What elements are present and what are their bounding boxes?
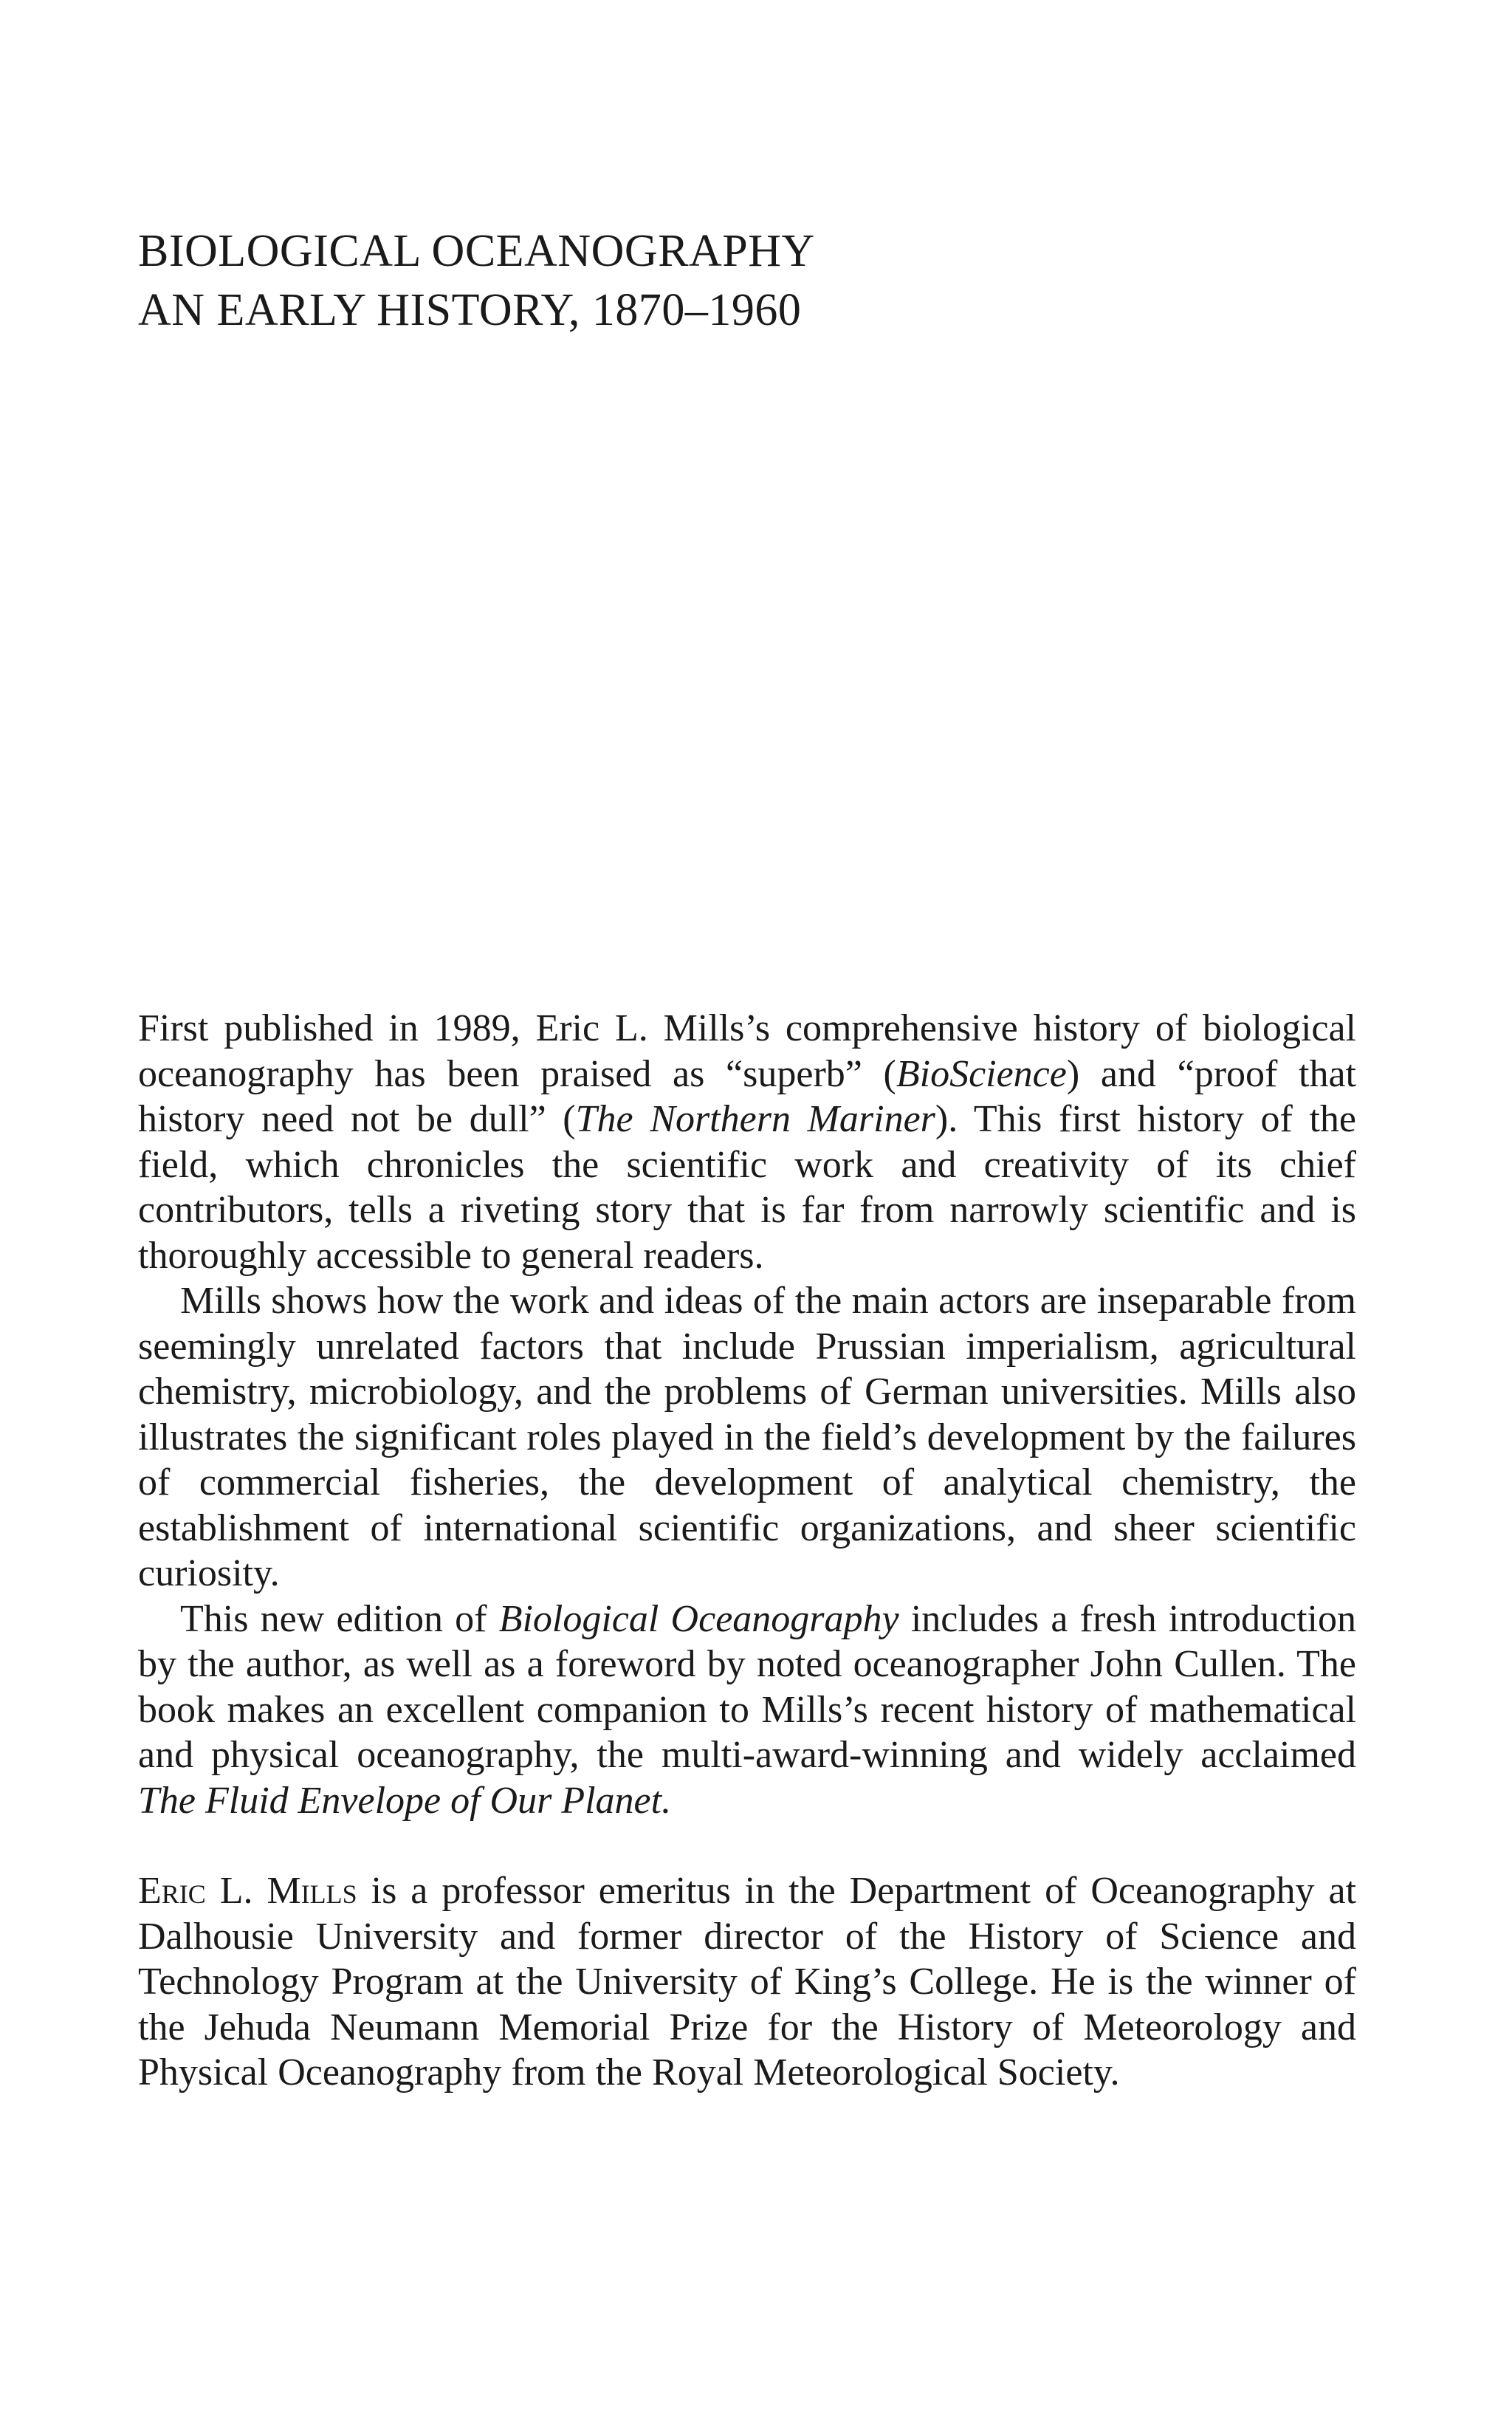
publication-name: The Northern Mariner [575, 1098, 935, 1140]
description-text: First published in 1989, Eric L. Mills’s comprehensive history of biological oceanography has been praised as “superb” ( [138, 1007, 1356, 1095]
description-paragraph-3 [138, 1597, 1356, 1824]
author-name: Eric L. Mills [138, 1870, 357, 1912]
description-paragraph-1 [138, 1006, 1356, 1278]
book-title-reference: Biological Oceanography [498, 1597, 899, 1640]
description-text: ) and “proof that history need not be dull” ( [138, 1052, 1357, 1140]
description-text: This new edition of [180, 1597, 499, 1640]
book-title-reference: The Fluid Envelope of Our Planet. [138, 1779, 672, 1822]
book-description [138, 1006, 1356, 2096]
title-line-2: AN EARLY HISTORY, 1870–1960 [138, 285, 802, 335]
book-title [138, 222, 1393, 340]
publication-name: BioScience [896, 1052, 1067, 1095]
description-text: includes a fresh introduction by the author, as well as a foreword by noted oceanographer John Cullen. The book makes an excellent companion to Mills’s recent history of mathematical and physical oceanography, the multi-award-winning and widely acclaimed [138, 1597, 1356, 1776]
author-bio-text: is a professor emeritus in the Department of Oceanography at Dalhousie University and former director of the History of Science and Technology Program at the University of King’s College. He is the winner of the Jehuda Neumann Memorial Prize for the History of Meteorology and Physical Oceanography from the Royal Meteorological Society. [138, 1870, 1357, 2094]
title-line-1: BIOLOGICAL OCEANOGRAPHY [138, 226, 815, 276]
author-bio [138, 1868, 1356, 2096]
description-paragraph-2: Mills shows how the work and ideas of the main actors are inseparable from seemingly unrelated factors that include Prussian imperialism, agricultural chemistry, microbiology, and the problems of German universities. Mills also illustrates the significant roles played in the field’s development by the failures of commercial fisheries, the development of analytical chemistry, the establishment of international scientific organizations, and sheer scientific curiosity. [138, 1280, 1356, 1594]
description-text: ). This first history of the field, which chronicles the scientific work and creativity of its chief contributors, tells a riveting story that is far from narrowly scientific and is thoroughly accessible to general readers. [138, 1098, 1356, 1277]
